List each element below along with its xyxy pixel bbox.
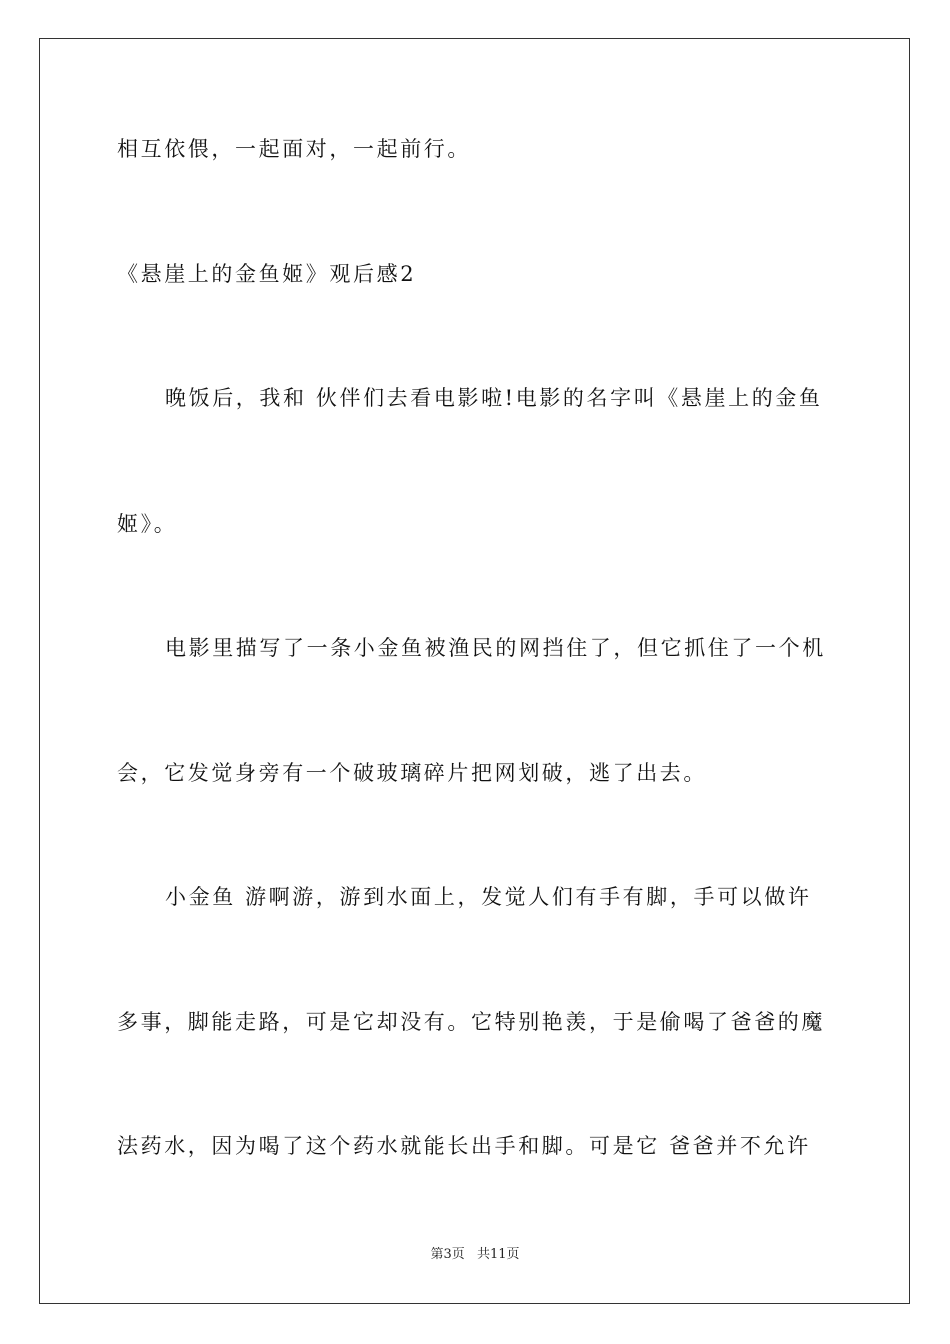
page-border <box>39 38 910 1304</box>
paragraph-line: 多事，脚能走路，可是它却没有。它特别艳羡，于是偷喝了爸爸的魔 <box>117 1010 825 1034</box>
page-number: 第3页 <box>430 1247 465 1262</box>
total-pages: 共11页 <box>476 1247 520 1262</box>
paragraph-line: 法药水，因为喝了这个药水就能长出手和脚。可是它 爸爸并不允许 <box>117 1134 811 1158</box>
paragraph-line: 电影里描写了一条小金鱼被渔民的网挡住了，但它抓住了一个机 <box>165 636 826 660</box>
paragraph-line: 相互依偎，一起面对，一起前行。 <box>117 137 471 161</box>
page-footer <box>0 1246 950 1264</box>
paragraph-line: 姬》。 <box>117 512 178 536</box>
section-title: 《悬崖上的金鱼姬》观后感2 <box>117 262 417 286</box>
paragraph-line: 会，它发觉身旁有一个破玻璃碎片把网划破，逃了出去。 <box>117 761 707 785</box>
paragraph-line: 小金鱼 游啊游，游到水面上，发觉人们有手有脚，手可以做许 <box>165 885 812 909</box>
paragraph-line: 晚饭后，我和 伙伴们去看电影啦!电影的名字叫《悬崖上的金鱼 <box>165 386 823 410</box>
